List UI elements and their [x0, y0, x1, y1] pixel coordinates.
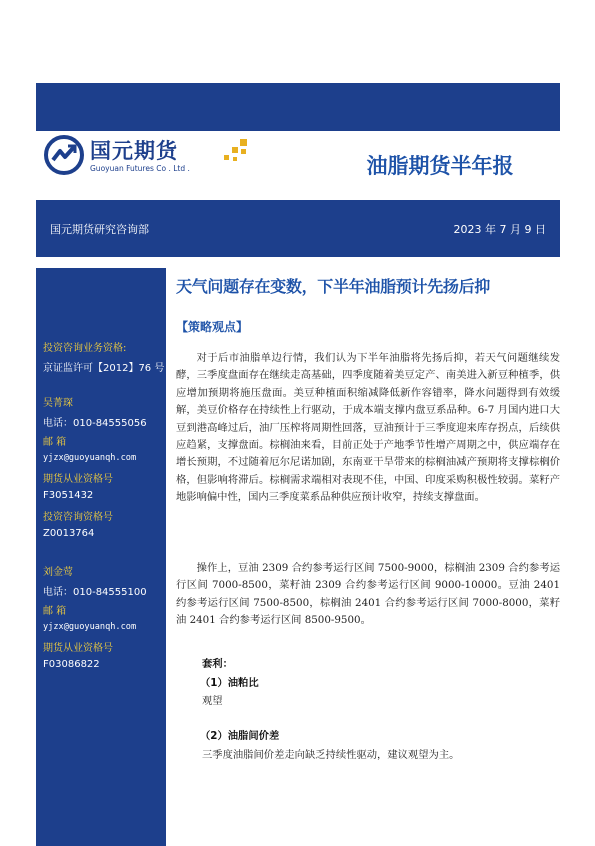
- department-name: 国元期货研究咨询部: [50, 223, 149, 236]
- arbitrage-label: 套利：: [202, 658, 233, 670]
- report-headline: 天气问题存在变数，下半年油脂预计先扬后抑: [176, 277, 491, 296]
- analyst-phone: 电话：010-84555100: [43, 587, 147, 598]
- logo-company-name-en: Guoyuan Futures Co . Ltd .: [90, 164, 190, 173]
- strategy-paragraph: 对于后市油脂单边行情，我们认为下半年油脂将先扬后抑，若天气问题继续发酵，三季度盘面存在继续走高基础，四季度随着美豆定产、南美进入新豆种植季，供应增加预期将施压盘面。美豆种植面积缩减降低新作容错率，降水问题得到有效缓解，美豆价格存在持续性上行驱动，于成本端支撑内盘豆系品种。6-7 月国内进口大豆到港高峰过后，油厂压榨将周期性回落，豆油预计于三季度迎来库存拐点，后续供应趋紧，支撑盘面。棕榈油来看，目前正处于产地季节性增产周期之中，供应端存在增长预期，不过随着厄尔尼诺加剧，东南亚干旱带来的棕榈油减产预期将支撑棕榈价格，但影响将滞后。棕榈需求端相对表现不佳，中国、印度采购积极性较弱。菜籽产地影响偏中性，国内三季度菜系品种供应预计收窄，持续支撑盘面。: [176, 352, 560, 504]
- logo-emblem-icon: [44, 135, 84, 175]
- arbitrage-item-label: （2）油脂间价差: [200, 730, 280, 742]
- arbitrage-item-text: 观望: [202, 695, 223, 707]
- arbitrage-item-label: （1）油粕比: [200, 677, 259, 689]
- company-logo: [40, 133, 255, 179]
- logo-dots-icon: [220, 139, 250, 165]
- logo-company-name: 国元期货: [90, 139, 178, 163]
- analyst-name: 刘金莺: [43, 567, 73, 578]
- analyst-invest-no: Z0013764: [43, 528, 95, 539]
- analyst-email: yjzx@guoyuanqh.com: [43, 622, 137, 632]
- analyst-futures-label: 期货从业资格号: [43, 643, 113, 654]
- analyst-futures-label: 期货从业资格号: [43, 474, 113, 485]
- analyst-name: 吴菁琛: [43, 398, 73, 409]
- analyst-email-label: 邮 箱: [43, 606, 67, 617]
- report-title: 油脂期货半年报: [366, 154, 514, 178]
- analyst-futures-no: F03086822: [43, 659, 100, 670]
- analyst-email-label: 邮 箱: [43, 437, 67, 448]
- section-label: 【策略观点】: [176, 320, 249, 334]
- header-band: [36, 83, 560, 131]
- qualification-value: 京证监许可【2012】76 号: [43, 363, 165, 374]
- qualification-label: 投资咨询业务资格:: [43, 343, 127, 354]
- arbitrage-item-text: 三季度油脂间价差走向缺乏持续性驱动，建议观望为主。: [202, 749, 460, 761]
- report-date: 2023 年 7 月 9 日: [453, 223, 546, 236]
- analyst-phone: 电话：010-84555056: [43, 418, 147, 429]
- analyst-futures-no: F3051432: [43, 490, 94, 501]
- operation-paragraph: 操作上，豆油 2309 合约参考运行区间 7500-9000，棕榈油 2309 合约参考运行区间 7000-8500，菜籽油 2309 合约参考运行区间 9000-10000。豆油 2401 约参考运行区间 7500-8500，棕榈油 2401 合约参考运行区间 7000-8000，菜籽油 2401 合约参考运行区间 8500-9500。: [176, 562, 560, 627]
- analyst-email: yjzx@guoyuanqh.com: [43, 453, 137, 463]
- analyst-sidebar: [36, 268, 166, 846]
- info-band: [36, 200, 560, 257]
- analyst-invest-label: 投资咨询资格号: [43, 512, 113, 523]
